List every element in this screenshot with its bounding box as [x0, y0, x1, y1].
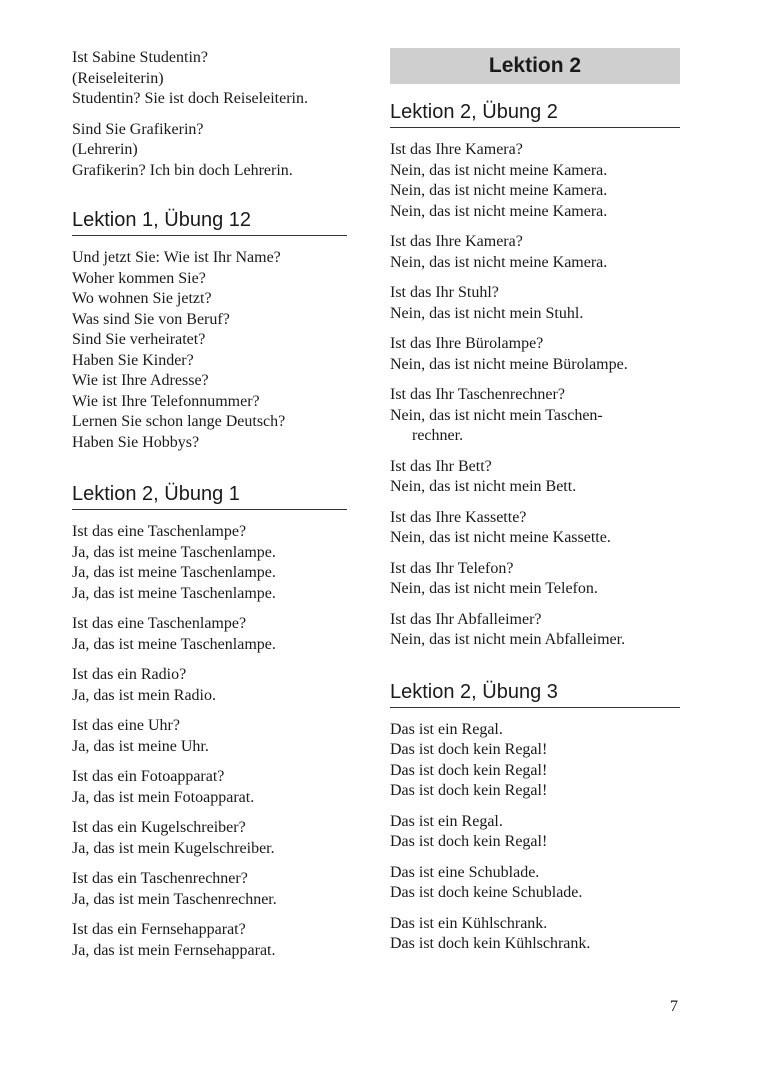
lektion-title-box: Lektion 2	[390, 48, 680, 84]
text-line: Haben Sie Hobbys?	[72, 433, 200, 451]
text-line: Ja, das ist mein Radio.	[72, 686, 216, 704]
text-line: Nein, das ist nicht mein Abfalleimer.	[390, 631, 626, 648]
text-line: Das ist doch keine Schublade.	[390, 884, 583, 901]
text-line: Nein, das ist nicht meine Kamera.	[390, 253, 608, 271]
text-line: Ist das Ihr Bett?	[390, 457, 492, 475]
exercise-block	[72, 920, 347, 961]
exercise-block	[72, 665, 347, 706]
text-line: Wie ist Ihre Telefonnummer?	[72, 392, 260, 410]
text-line: Ist das Ihr Taschenrechner?	[390, 386, 565, 403]
text-line: (Reiseleiterin)	[72, 69, 164, 87]
text-line: Nein, das ist nicht mein Stuhl.	[390, 304, 584, 322]
text-line: Ist das Ihr Stuhl?	[390, 284, 499, 301]
text-line: Wie ist Ihre Adresse?	[72, 372, 209, 389]
text-line: Wo wohnen Sie jetzt?	[72, 290, 212, 307]
exercise-block	[390, 508, 680, 549]
exercise-block	[72, 522, 347, 604]
section-heading-l2-u3: Lektion 2, Übung 3	[390, 680, 680, 708]
text-line: Ja, das ist mein Fotoapparat.	[72, 788, 255, 806]
intro-block-2	[72, 120, 347, 182]
text-line: Ja, das ist meine Uhr.	[72, 737, 209, 755]
text-line: Nein, das ist nicht meine Kamera.	[390, 202, 608, 220]
text-line: Nein, das ist nicht mein Taschen-	[390, 406, 603, 424]
text-line: Das ist doch kein Regal!	[390, 833, 548, 850]
exercise-block	[72, 248, 347, 453]
exercise-block	[390, 610, 680, 651]
text-line: Das ist ein Regal.	[390, 720, 503, 738]
text-line: Das ist doch kein Regal!	[390, 761, 548, 779]
section-heading-l2-u1: Lektion 2, Übung 1	[72, 482, 347, 510]
text-line: Ist das Ihr Abfalleimer?	[390, 610, 542, 628]
text-line: Was sind Sie von Beruf?	[72, 310, 230, 328]
text-line: Ja, das ist mein Kugelschreiber.	[72, 839, 275, 857]
text-line: Nein, das ist nicht meine Bürolampe.	[390, 355, 628, 373]
exercise-block	[390, 232, 680, 273]
text-line: Sind Sie Grafikerin?	[72, 120, 204, 138]
exercise-block	[390, 283, 680, 324]
exercise-block	[72, 614, 347, 655]
text-line: Ja, das ist meine Taschenlampe.	[72, 635, 276, 653]
text-line: Ist das eine Uhr?	[72, 717, 180, 734]
section-heading-l2-u2: Lektion 2, Übung 2	[390, 100, 680, 128]
text-line: Haben Sie Kinder?	[72, 351, 194, 369]
text-line: Ist das ein Fotoapparat?	[72, 768, 225, 785]
section-heading-l1-u12: Lektion 1, Übung 12	[72, 208, 347, 236]
text-line: Nein, das ist nicht meine Kamera.	[390, 161, 608, 179]
text-line: Das ist doch kein Kühlschrank.	[390, 935, 591, 952]
text-line: Und jetzt Sie: Wie ist Ihr Name?	[72, 249, 281, 266]
exercise-block	[72, 767, 347, 808]
exercise-block	[72, 818, 347, 859]
text-line: Ja, das ist mein Fernsehapparat.	[72, 941, 276, 959]
text-line: Nein, das ist nicht mein Telefon.	[390, 580, 598, 597]
text-line: Ist das ein Kugelschreiber?	[72, 819, 246, 836]
text-line: Das ist eine Schublade.	[390, 863, 540, 881]
text-line: Nein, das ist nicht meine Kamera.	[390, 182, 608, 199]
exercise-block	[390, 720, 680, 802]
text-line: Das ist ein Regal.	[390, 812, 503, 830]
text-line: Ist das ein Taschenrechner?	[72, 870, 248, 887]
text-line: Ist Sabine Studentin?	[72, 49, 208, 66]
text-line: (Lehrerin)	[72, 141, 138, 158]
text-line: Ist das Ihre Kamera?	[390, 233, 523, 250]
text-line: Sind Sie verheiratet?	[72, 331, 206, 348]
text-line: Das ist ein Kühlschrank.	[390, 914, 548, 932]
text-line: Nein, das ist nicht mein Bett.	[390, 478, 577, 495]
text-line: Das ist doch kein Regal!	[390, 741, 548, 758]
exercise-block	[390, 863, 680, 904]
exercise-block	[390, 385, 680, 447]
text-line: Ja, das ist meine Taschenlampe.	[72, 543, 276, 561]
intro-block-1	[72, 48, 347, 110]
text-line: Das ist doch kein Regal!	[390, 782, 548, 799]
exercise-block	[390, 140, 680, 222]
text-line: Ist das ein Fernsehapparat?	[72, 921, 246, 938]
right-column	[390, 48, 680, 955]
exercise-block	[390, 334, 680, 375]
text-line: Woher kommen Sie?	[72, 269, 206, 287]
exercise-block	[72, 869, 347, 910]
text-line: Nein, das ist nicht meine Kassette.	[390, 529, 611, 546]
page-number: 7	[670, 998, 678, 1015]
text-line: Ist das ein Radio?	[72, 666, 187, 683]
text-line: rechner.	[412, 427, 464, 444]
text-line: Ist das Ihre Kassette?	[390, 508, 527, 526]
text-line: Lernen Sie schon lange Deutsch?	[72, 413, 286, 430]
text-line: Grafikerin? Ich bin doch Lehrerin.	[72, 161, 293, 179]
text-line: Ist das Ihr Telefon?	[390, 559, 514, 577]
exercise-block	[72, 716, 347, 757]
exercise-block	[390, 457, 680, 498]
text-line: Ja, das ist meine Taschenlampe.	[72, 564, 276, 581]
text-line: Ist das eine Taschenlampe?	[72, 523, 247, 540]
text-line: Ja, das ist meine Taschenlampe.	[72, 584, 276, 602]
exercise-block	[390, 812, 680, 853]
text-line: Studentin? Sie ist doch Reiseleiterin.	[72, 90, 308, 107]
exercise-block	[390, 914, 680, 955]
text-line: Ist das eine Taschenlampe?	[72, 615, 247, 632]
text-line: Ist das Ihre Kamera?	[390, 141, 523, 158]
exercise-block	[390, 559, 680, 600]
left-column	[72, 48, 347, 961]
text-line: Ist das Ihre Bürolampe?	[390, 335, 544, 352]
text-line: Ja, das ist mein Taschenrechner.	[72, 890, 277, 908]
